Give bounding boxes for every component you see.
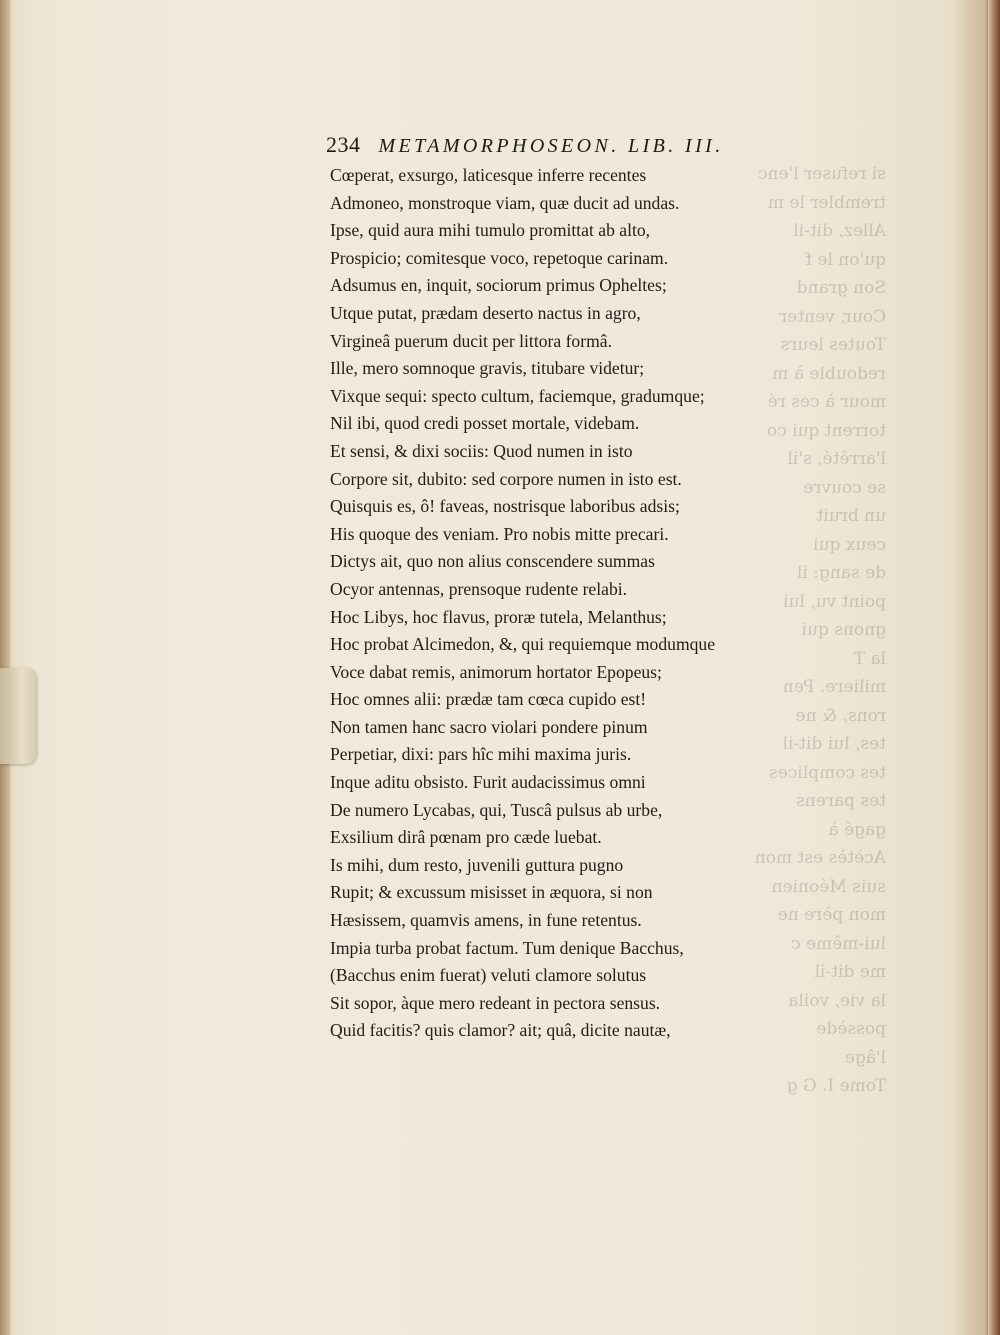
- running-head: [326, 132, 826, 158]
- verse-line: Hoc Libys, hoc flavus, proræ tutela, Melanthus;: [330, 606, 667, 627]
- running-title: METAMORPHOSEON. LIB. III.: [378, 135, 724, 157]
- verse-line: Inque aditu obsisto. Furit audacissimus omni: [330, 772, 646, 793]
- show-through-line: trembler le m: [767, 192, 886, 213]
- verse-line: Vixque sequi: specto cultum, faciemque, gradumque;: [330, 385, 705, 406]
- show-through-line: qu'on le f: [805, 249, 886, 270]
- verse-line: De numero Lycabas, qui, Tuscâ pulsus ab urbe,: [330, 799, 663, 820]
- verse-line: Utque putat, prædam deserto nactus in agro,: [330, 302, 641, 323]
- verse-line: Ille, mero somnoque gravis, titubare videtur;: [330, 358, 645, 379]
- verse-line: Quisquis es, ô! faveas, nostrisque laboribus adsis;: [330, 496, 680, 517]
- verse-line: His quoque des veniam. Pro nobis mitte precari.: [330, 523, 669, 544]
- verse-line: Admoneo, monstroque viam, quæ ducit ad undas.: [330, 192, 680, 213]
- verse-line: Sit sopor, àque mero redeant in pectora sensus.: [330, 992, 661, 1013]
- verse-line: Corpore sit, dubito: sed corpore numen in isto est.: [330, 468, 682, 489]
- verse-line: Cœperat, exsurgo, laticesque inferre recentes: [330, 165, 647, 185]
- show-through-line: rons, & ne: [795, 705, 886, 726]
- verse-line: Prospicio; comitesque voco, repetoque carinam.: [330, 247, 669, 268]
- verse-line: Ipse, quid aura mihi tumulo promittat ab alto,: [330, 220, 651, 241]
- verse-line: Hoc probat Alcimedon, &, qui requiemque modumque: [330, 634, 716, 655]
- show-through-line: ceux qui: [813, 534, 886, 555]
- verse-line: Ocyor antennas, prensoque rudente relabi.: [330, 578, 628, 599]
- verse-line: Dictys ait, quo non alius conscendere summas: [330, 551, 655, 572]
- show-through-line: lui-même c: [791, 933, 886, 954]
- verse-line: Hæsissem, quamvis amens, in fune retentus.: [330, 910, 642, 931]
- show-through-line: possède: [816, 1019, 886, 1039]
- verse-line: Perpetiar, dixi: pars hîc mihi maxima juris.: [330, 744, 632, 765]
- show-through-line: la T: [853, 648, 886, 669]
- show-through-line: Acètès est mon: [754, 848, 886, 868]
- show-through-line: Toutes leurs: [780, 335, 886, 355]
- show-through-line: l'arrêté, s'il: [787, 449, 886, 469]
- paper-clip-mark: [0, 668, 36, 764]
- show-through-line: suis Méonien: [771, 876, 886, 897]
- verse-line: Hoc omnes alii: prædæ tam cœca cupido est!: [330, 689, 647, 710]
- show-through-line: Allez, dit-il: [793, 221, 886, 241]
- verse-block: [330, 162, 830, 1045]
- show-through-line: torrent qui co: [767, 420, 886, 441]
- verse-line: Et sensi, & dixi sociis: Quod numen in isto: [330, 440, 633, 461]
- verse-line: Nil ibi, quod credi posset mortale, videbam.: [330, 413, 640, 434]
- show-through-line: Tome I. G g: [786, 1076, 886, 1096]
- verse-line: Adsumus en, inquit, sociorum primus Opheltes;: [330, 275, 667, 296]
- show-through-line: un bruit: [816, 506, 886, 526]
- show-through-line: Cour, venter: [779, 306, 886, 327]
- show-through-line: me dit-il: [814, 962, 886, 982]
- verse-line: Voce dabat remis, animorum hortator Epopeus;: [330, 661, 662, 682]
- show-through-line: la vie, voila: [788, 990, 886, 1011]
- show-through-line: tes, lui dit-il: [782, 734, 886, 754]
- verse-line: Rupit; & excussum misisset in æquora, si non: [330, 882, 653, 903]
- show-through-line: point vu, lui: [783, 591, 886, 612]
- show-through-line: l'âge: [844, 1047, 886, 1068]
- show-through-line: redouble à m: [772, 363, 886, 384]
- verse-line: Exsilium dirâ pœnam pro cæde luebat.: [330, 827, 602, 848]
- verse-line: Is mihi, dum resto, juvenili guttura pugno: [330, 854, 624, 875]
- show-through-line: de sang: il: [796, 563, 886, 583]
- show-through-line: se couvre: [803, 477, 886, 498]
- show-through-line: mour à ces ré: [767, 392, 886, 412]
- verse-line: Impia turba probat factum. Tum denique Bacchus,: [330, 937, 684, 958]
- verse-line: Non tamen hanc sacro violari pondere pinum: [330, 716, 648, 737]
- verse-line: (Bacchus enim fuerat) veluti clamore solutus: [330, 965, 647, 986]
- show-through-line: si refuser l'enc: [758, 164, 886, 184]
- verse-line: Quid facitis? quis clamor? ait; quâ, dicite nautæ,: [330, 1020, 671, 1041]
- show-through-line: gagé à: [828, 819, 886, 840]
- show-through-line: tes complices: [769, 762, 886, 783]
- show-through-line: tes parens: [796, 791, 886, 811]
- show-through-line: gnons qui: [801, 620, 886, 640]
- show-through-line: miliere. Pen: [782, 677, 886, 697]
- verse-line: Virgineâ puerum ducit per littora formâ.: [330, 330, 612, 351]
- show-through-line: mon père ne: [777, 905, 886, 925]
- page-number: 234: [326, 132, 361, 157]
- binding-edge: [988, 0, 1000, 1335]
- show-through-line: Son grand: [796, 278, 886, 298]
